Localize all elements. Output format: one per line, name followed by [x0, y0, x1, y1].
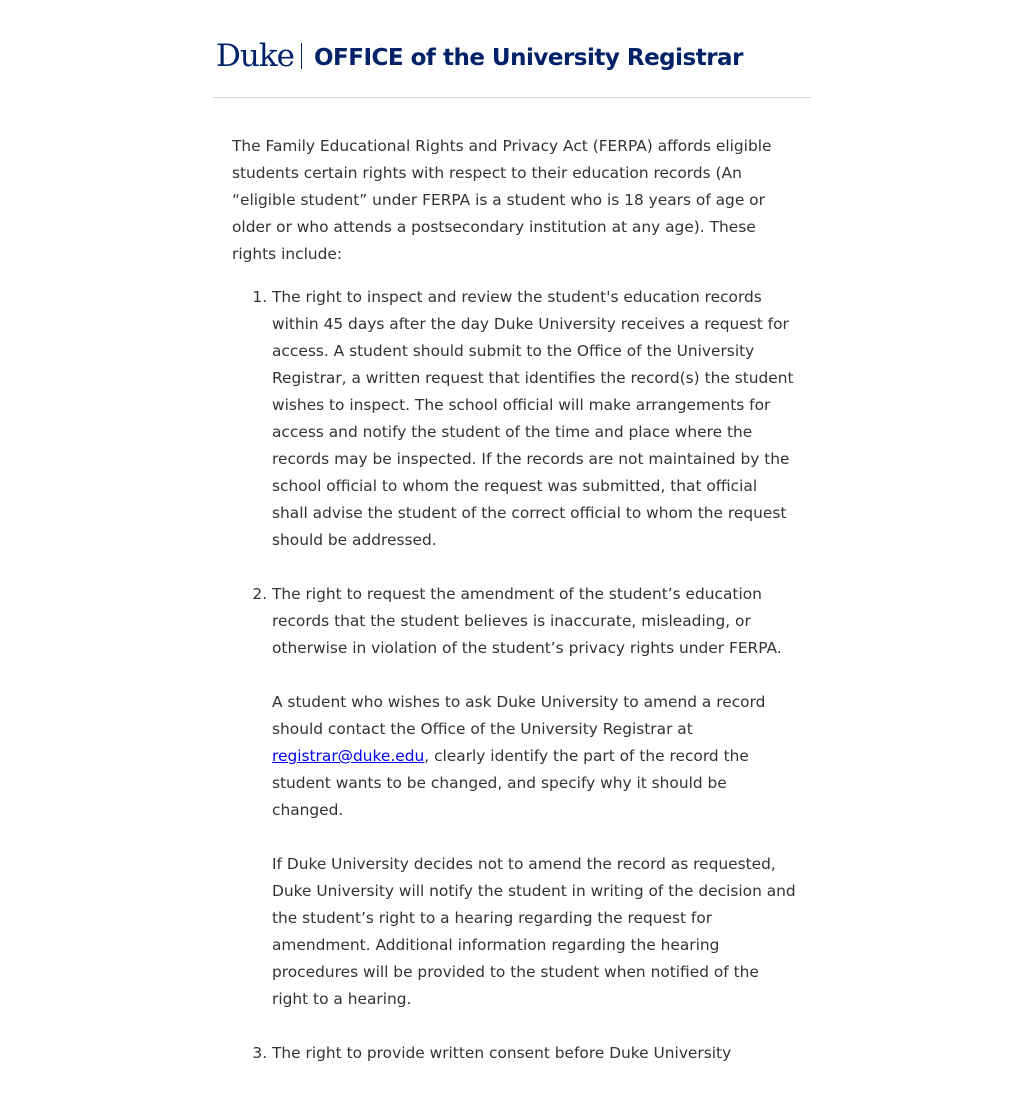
ferpa-content — [232, 133, 797, 1094]
amend-decision-paragraph: If Duke University decides not to amend the record as requested, Duke University will notify the student in writing of the decision and the student’s right to a hearing regarding the request for amendment. Additional information regarding the hearing procedures will be provided to the student when notified of the right to a hearing. — [272, 855, 796, 1008]
amend-request-text: A student who wishes to ask Duke University to amend a record should contact the Office of the University Registrar at — [272, 693, 766, 738]
intro-paragraph: The Family Educational Rights and Privacy Act (FERPA) affords eligible students certain rights with respect to their education records (An “eligible student” under FERPA is a student who is 18 years of age or older or who attends a postsecondary institution at any age). These rights include: — [232, 137, 772, 263]
right-2-text: 2. The right to request the amendment of the student’s education records that the student believes is inaccurate, misleading, or otherwise in violation of the student’s privacy rights under FERPA. — [272, 585, 782, 657]
right-item-3 — [272, 1040, 797, 1067]
site-header — [212, 0, 812, 98]
amend-request-paragraph — [272, 689, 797, 824]
rights-list — [232, 284, 797, 1067]
right-3-text: 3. The right to provide written consent before Duke University — [272, 1044, 732, 1062]
logo-divider — [301, 43, 302, 69]
right-1-text: 1. The right to inspect and review the student's education records within 45 days after the day Duke University receives a request for access. A student should submit to the Office of the University Registrar, a written request that identifies the record(s) the student wishes to inspect. The school official will make arrangements for access and notify the student of the time and place where the records may be inspected. If the records are not maintained by the school official to whom the request was submitted, that official shall advise the student of the correct official to whom the request should be addressed. — [272, 288, 794, 549]
amend-request-text-cont: , clearly identify the part of the record the student wants to be changed, and specify why it should be changed. — [272, 747, 749, 819]
right-item-2 — [272, 581, 797, 1013]
registrar-email-link[interactable]: registrar@duke.edu — [272, 747, 425, 765]
right-item-1 — [272, 284, 797, 554]
duke-logo[interactable]: Duke — [216, 38, 294, 74]
office-title[interactable]: OFFICE of the University Registrar — [314, 45, 743, 71]
